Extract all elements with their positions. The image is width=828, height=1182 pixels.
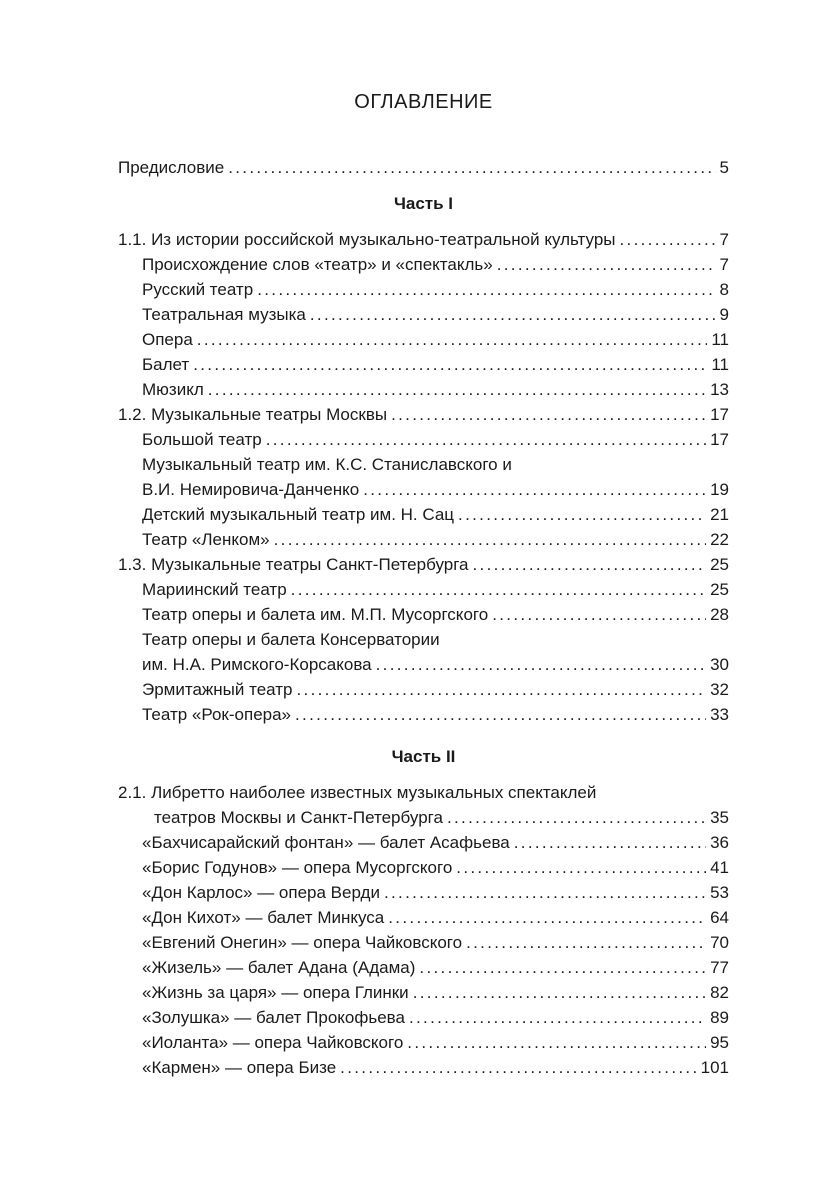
dot-leader (407, 1030, 706, 1055)
toc-entry[interactable] (118, 905, 729, 930)
dot-leader (497, 252, 716, 277)
toc-entry[interactable] (118, 352, 729, 377)
toc-entry-page: 53 (710, 883, 729, 902)
toc-entry-text: «Кармен» — опера Бизе (142, 1058, 337, 1077)
toc-entry[interactable] (118, 930, 729, 955)
toc-entry[interactable] (118, 677, 729, 702)
dot-leader (466, 930, 706, 955)
toc-entry[interactable] (118, 527, 729, 552)
toc-entry[interactable] (118, 327, 729, 352)
dot-leader (473, 552, 707, 577)
toc-entry[interactable] (118, 302, 729, 327)
toc-entry-text: Театр оперы и балета Консерватории (142, 630, 440, 649)
toc-entry[interactable] (118, 427, 729, 452)
toc-entry[interactable] (118, 577, 729, 602)
toc-entry-page: 32 (710, 680, 729, 699)
toc-entry-text: Театральная музыка (142, 305, 306, 324)
dot-leader (274, 527, 706, 552)
dot-leader (409, 1005, 706, 1030)
dot-leader (295, 702, 706, 727)
toc-section-2-1[interactable] (118, 805, 729, 830)
toc-entry-text: 1.2. Музыкальные театры Москвы (118, 405, 388, 424)
toc-entry-page: 70 (710, 933, 729, 952)
toc-entry-page: 19 (710, 480, 729, 499)
toc-entry-page: 13 (710, 380, 729, 399)
toc-section-1-1[interactable] (118, 227, 729, 252)
toc-entry[interactable] (118, 252, 729, 277)
toc-entry-page: 7 (719, 230, 729, 249)
toc-entry-text: «Иоланта» — опера Чайковского (142, 1033, 404, 1052)
toc-entry-text: Русский театр (142, 280, 254, 299)
toc-entry-text: Предисловие (118, 158, 225, 177)
dot-leader (419, 955, 706, 980)
toc-entry-text: Музыкальный театр им. К.С. Станиславского и (142, 455, 512, 474)
toc-entry-page: 35 (710, 808, 729, 827)
dot-leader (208, 377, 706, 402)
toc-section-2-1-line1[interactable] (118, 780, 729, 805)
toc-entry-page: 17 (710, 405, 729, 424)
dot-leader (197, 327, 708, 352)
dot-leader (257, 277, 715, 302)
toc-entry-page: 11 (711, 355, 729, 374)
toc-entry[interactable] (118, 1005, 729, 1030)
toc-entry-text: Балет (142, 355, 190, 374)
toc-entry[interactable] (118, 377, 729, 402)
toc-entry-page: 22 (710, 530, 729, 549)
toc-entry-page: 21 (710, 505, 729, 524)
toc-entry-text: Детский музыкальный театр им. Н. Сац (142, 505, 455, 524)
toc-entry-text: Большой театр (142, 430, 262, 449)
dot-leader (492, 602, 706, 627)
toc-entry-page: 9 (719, 305, 729, 324)
dot-leader (376, 652, 706, 677)
toc-entry[interactable] (118, 502, 729, 527)
toc-entry-page: 36 (710, 833, 729, 852)
dot-leader (413, 980, 706, 1005)
toc-entry-text: театров Москвы и Санкт-Петербурга (154, 808, 443, 827)
dot-leader (310, 302, 716, 327)
toc-entry-text: «Дон Кихот» — балет Минкуса (142, 908, 385, 927)
toc-entry-text: им. Н.А. Римского-Корсакова (142, 655, 372, 674)
part-2-heading: Часть II (391, 747, 456, 766)
toc-entry-text: «Борис Годунов» — опера Мусоргского (142, 858, 453, 877)
toc-entry-text: «Золушка» — балет Прокофьева (142, 1008, 405, 1027)
toc-entry[interactable] (118, 277, 729, 302)
dot-leader (391, 402, 706, 427)
toc-entry-page: 25 (710, 580, 729, 599)
toc-entry-page: 77 (710, 958, 729, 977)
toc-entry-line1[interactable] (118, 452, 729, 477)
toc-entry-page: 64 (710, 908, 729, 927)
toc-entry-page: 41 (710, 858, 729, 877)
toc-entry[interactable] (118, 955, 729, 980)
toc-entry-text: 1.3. Музыкальные театры Санкт-Петербурга (118, 555, 469, 574)
part-1-heading: Часть I (393, 194, 454, 213)
toc-entry[interactable] (118, 855, 729, 880)
toc-entry-text: Эрмитажный театр (142, 680, 293, 699)
toc-entry-text: Театр «Рок-опера» (142, 705, 292, 724)
toc-entry[interactable] (118, 830, 729, 855)
toc-entry-line1[interactable] (118, 627, 729, 652)
dot-leader (193, 352, 707, 377)
toc-entry-page: 8 (719, 280, 729, 299)
page-title: ОГЛАВЛЕНИЕ (354, 91, 493, 113)
dot-leader (620, 227, 716, 252)
toc-entry-text: Театр «Ленком» (142, 530, 270, 549)
toc-entry-page: 30 (710, 655, 729, 674)
dot-leader (291, 577, 706, 602)
dot-leader (514, 830, 706, 855)
toc-entry-page: 82 (710, 983, 729, 1002)
toc-entry-page: 89 (710, 1008, 729, 1027)
toc-entry[interactable] (118, 1055, 729, 1080)
toc-entry[interactable] (118, 477, 729, 502)
toc-entry-page: 95 (710, 1033, 729, 1052)
dot-leader (266, 427, 706, 452)
toc-entry-page: 5 (719, 158, 729, 177)
dot-leader (447, 805, 706, 830)
toc-entry-text: «Евгений Онегин» — опера Чайковского (142, 933, 463, 952)
dot-leader (340, 1055, 696, 1080)
toc-entry-text: В.И. Немировича-Данченко (142, 480, 360, 499)
toc-entry[interactable] (118, 980, 729, 1005)
dot-leader (384, 880, 706, 905)
dot-leader (458, 502, 706, 527)
toc-entry-text: Мариинский театр (142, 580, 287, 599)
toc-entry-text: Происхождение слов «театр» и «спектакль» (142, 255, 493, 274)
toc-entry-page: 11 (711, 330, 729, 349)
toc-entry-page: 7 (719, 255, 729, 274)
toc-entry[interactable] (118, 602, 729, 627)
toc-entry-page: 17 (710, 430, 729, 449)
toc-entry[interactable] (118, 880, 729, 905)
toc-section-1-3[interactable] (118, 552, 729, 577)
toc-entry-text: «Жизель» — балет Адана (Адама) (142, 958, 416, 977)
toc-entry-text: «Жизнь за царя» — опера Глинки (142, 983, 409, 1002)
dot-leader (296, 677, 706, 702)
dot-leader (388, 905, 706, 930)
toc-entry[interactable] (118, 1030, 729, 1055)
toc-entry[interactable] (118, 652, 729, 677)
dot-leader (363, 477, 706, 502)
toc-entry-text: «Бахчисарайский фонтан» — балет Асафьева (142, 833, 510, 852)
toc-entry-text: Опера (142, 330, 193, 349)
toc-entry-preface[interactable] (118, 155, 729, 180)
toc-entry-text: Театр оперы и балета им. М.П. Мусоргского (142, 605, 489, 624)
toc-entry-page: 101 (700, 1058, 729, 1077)
toc-entry-text: 1.1. Из истории российской музыкально-театральной культуры (118, 230, 616, 249)
dot-leader (456, 855, 706, 880)
toc-entry-page: 28 (710, 605, 729, 624)
toc-entry-text: «Дон Карлос» — опера Верди (142, 883, 380, 902)
dot-leader (228, 155, 715, 180)
toc-entry-text: Мюзикл (142, 380, 204, 399)
table-of-contents (118, 88, 729, 1080)
toc-entry-page: 33 (710, 705, 729, 724)
toc-entry-text: 2.1. Либретто наиболее известных музыкальных спектаклей (118, 783, 597, 802)
toc-entry-page: 25 (710, 555, 729, 574)
toc-entry[interactable] (118, 702, 729, 727)
toc-section-1-2[interactable] (118, 402, 729, 427)
